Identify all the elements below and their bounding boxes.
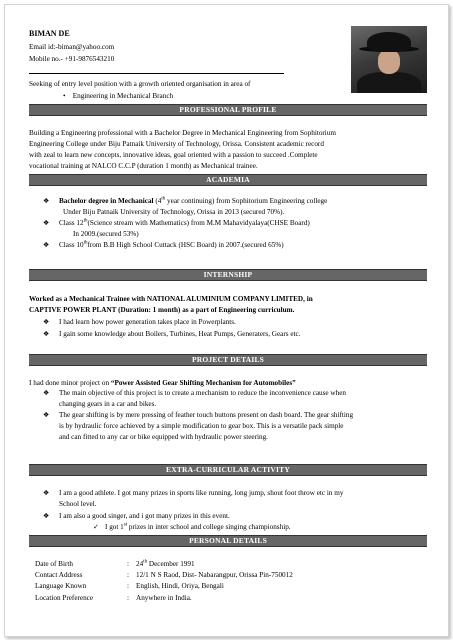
- personal-colon: :: [127, 594, 129, 602]
- header-divider: [29, 73, 284, 74]
- diamond-icon: ❖: [43, 318, 50, 326]
- project-intro: I had done minor project on “Power Assisted Gear Shifting Mechanism for Automobiles”: [29, 379, 296, 387]
- degree-title: Bachelor degree in Mechanical: [59, 197, 154, 205]
- personal-value: 12/1 N S Raod, Dist- Nabarangpur, Orissa Pin-750012: [136, 571, 293, 579]
- section-extra-curricular: EXTRA-CURRICULAR ACTIVITY: [29, 464, 427, 476]
- objective-bullet-text: Engineering in Mechanical Branch: [72, 92, 174, 100]
- section-personal-details: PERSONAL DETAILS: [29, 535, 427, 547]
- diamond-icon: ❖: [43, 411, 50, 419]
- profile-line: with zeal to learn new concepts, innovative ideas, goal oriented with a passion to succeed .Complete: [29, 151, 318, 159]
- section-internship: INTERNSHIP: [29, 269, 427, 281]
- project-point-line: changing gears in a car and bikes.: [59, 400, 157, 408]
- mobile-text: Mobile no.- +91-9876543210: [29, 55, 115, 63]
- personal-value: Anywhere in India.: [136, 594, 192, 602]
- personal-label: Contact Address: [35, 571, 83, 579]
- academia-line: Under Biju Patnaik University of Technology, Orissa in 2013 (secured 70%).: [63, 208, 285, 216]
- project-point-line: and can fitted to any car or bike equipped with hydraulic power steering.: [59, 433, 268, 441]
- objective-text: Seeking of entry level position with a growth oriented organisation in area of: [29, 80, 251, 88]
- section-professional-profile: PROFESSIONAL PROFILE: [29, 104, 427, 116]
- activity-line: I got 1st prizes in inter school and college singing championship.: [105, 522, 291, 531]
- internship-line: CAPTIVE POWER PLANT (Duration: 1 month) as a part of Engineering curriculum.: [29, 306, 295, 314]
- academia-item: Bachelor degree in Mechanical (4th year continuing) from Sophitorium Engineering college: [59, 196, 328, 205]
- resume-page: [4, 4, 449, 637]
- diamond-icon: ❖: [43, 241, 50, 249]
- academia-item: Class 12th(Science stream with Mathematics) from M.M Mahavidyalaya(CHSE Board): [59, 218, 310, 227]
- project-point-line: The main objective of this project is to create a mechanism to reduce the inconvenience cause when: [59, 389, 346, 397]
- internship-line: Worked as a Mechanical Trainee with NATIONAL ALUMINIUM COMPANY LIMITED, in: [29, 295, 313, 303]
- academia-item: Class 10thfrom B.B High School Cuttack (HSC Board) in 2007.(secured 65%): [59, 240, 284, 249]
- internship-point: I had learn how power generation takes place in Powerplants.: [59, 318, 236, 326]
- profile-line: Building a Engineering professional with a Bachelor Degree in Mechanical Engineering from Sophitorium: [29, 129, 336, 137]
- activity-line: I am a good athlete. I got many prizes in sports like running, long jump, shout foot throw etc in my: [59, 489, 344, 497]
- profile-line: Engineering College under Biju Patnaik University of Technology, Orissa. Consistent academic record: [29, 140, 324, 148]
- activity-line: I am also a good singer, and i got many prizes in this event.: [59, 512, 230, 520]
- email-text: Email id:-biman@yahoo.com: [29, 43, 115, 51]
- personal-value: English, Hindi, Oriya, Bengali: [136, 582, 224, 590]
- personal-label: Language Known: [35, 582, 87, 590]
- personal-colon: :: [127, 582, 129, 590]
- personal-label: Location Preference: [35, 594, 94, 602]
- diamond-icon: ❖: [43, 219, 50, 227]
- diamond-icon: ❖: [43, 389, 50, 397]
- personal-label: Date of Birth: [35, 560, 73, 568]
- activity-line: School level.: [59, 500, 97, 508]
- personal-colon: :: [127, 560, 129, 568]
- section-academia: ACADEMIA: [29, 174, 427, 186]
- check-icon: ✓: [93, 523, 100, 531]
- profile-line: vocational training at NALCO C.C.P (duration 1 month) as Mechanical trainee.: [29, 162, 258, 170]
- objective-bullet: [63, 92, 173, 102]
- personal-colon: :: [127, 571, 129, 579]
- diamond-icon: ❖: [43, 330, 50, 338]
- internship-point: I gain some knowledge about Boilers, Turbines, Heat Pumps, Generaters, Gears etc.: [59, 330, 301, 338]
- bullet-icon: •: [63, 92, 66, 100]
- personal-value: 24th December 1991: [136, 559, 195, 568]
- project-point-line: is by hydraulic force achieved by a simple modification to gear box. This is a versatile pack simple: [59, 422, 344, 430]
- project-point-line: The gear shifting is by mere pressing of feather touch buttons present on dash board. The gear shifting: [59, 411, 354, 419]
- project-title: “Power Assisted Gear Shifting Mechanism for Automobiles”: [110, 379, 296, 387]
- section-project-details: PROJECT DETAILS: [29, 354, 427, 366]
- academia-line: In 2009.(secured 53%): [73, 230, 139, 238]
- diamond-icon: ❖: [43, 489, 50, 497]
- profile-photo: [351, 26, 427, 93]
- diamond-icon: ❖: [43, 512, 50, 520]
- candidate-name: BIMAN DE: [29, 29, 70, 38]
- diamond-icon: ❖: [43, 197, 50, 205]
